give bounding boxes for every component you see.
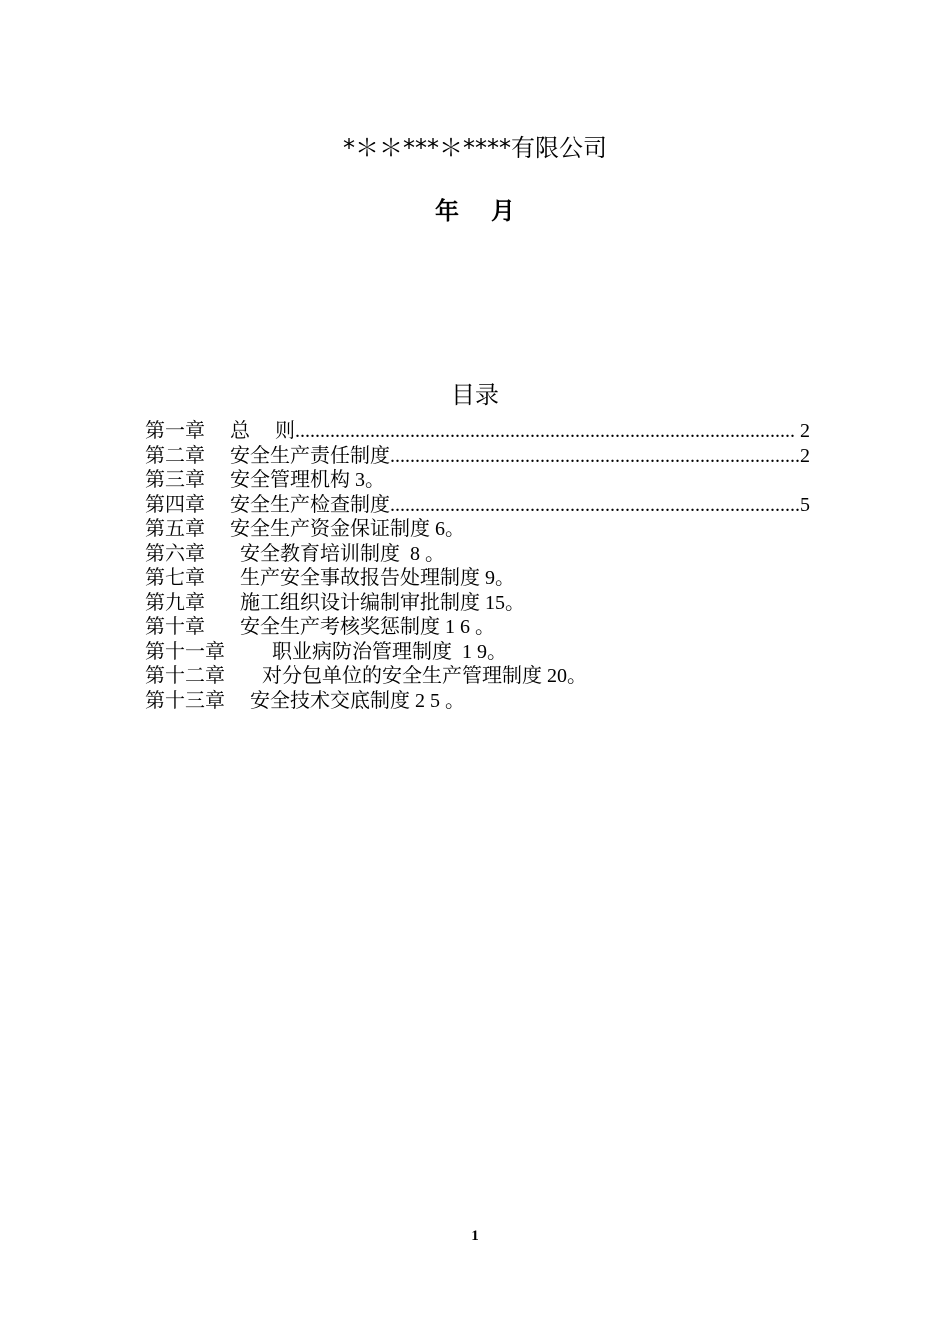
toc-entry[interactable] <box>145 566 810 591</box>
toc-chapter-number: 第十一章 <box>145 640 225 663</box>
toc-chapter-number: 第七章 <box>145 567 205 589</box>
toc-entry[interactable] <box>145 615 810 640</box>
date-line <box>0 194 950 228</box>
toc-entry[interactable] <box>145 640 810 665</box>
toc-page-number: 2 <box>800 444 810 467</box>
table-of-contents <box>145 419 810 713</box>
toc-page-number: 2 <box>795 420 810 442</box>
toc-entry[interactable] <box>145 444 810 469</box>
toc-page-number: 5 <box>800 493 810 516</box>
toc-chapter-title: 生产安全事故报告处理制度 9。 <box>240 567 515 589</box>
toc-chapter-number: 第四章 <box>145 493 205 516</box>
toc-chapter-title: 安全管理机构 3。 <box>230 469 385 491</box>
toc-chapter-number: 第六章 <box>145 542 205 565</box>
toc-chapter-title: 安全生产检查制度 <box>230 493 390 516</box>
toc-chapter-number: 第十二章 <box>145 665 225 687</box>
toc-chapter-title: 安全生产责任制度 <box>230 444 390 467</box>
toc-chapter-title: 施工组织设计编制审批制度 15。 <box>240 591 525 614</box>
date-year: 年 <box>435 197 459 225</box>
toc-leader-dots <box>390 444 800 469</box>
toc-chapter-number: 第一章 <box>145 420 205 442</box>
toc-chapter-number: 第五章 <box>145 518 205 540</box>
toc-chapter-number: 第二章 <box>145 444 205 467</box>
toc-chapter-title: 安全技术交底制度 2 5 。 <box>250 689 465 712</box>
date-month: 月 <box>491 197 515 225</box>
toc-chapter-number: 第十三章 <box>145 689 225 712</box>
toc-entry[interactable] <box>145 419 810 444</box>
toc-chapter-title: 职业病防治管理制度 1 9。 <box>272 640 507 663</box>
toc-chapter-title: 总 则 <box>230 420 295 442</box>
toc-title: 目录 <box>451 381 499 409</box>
toc-chapter-number: 第九章 <box>145 591 205 614</box>
toc-entry[interactable] <box>145 468 810 493</box>
toc-chapter-number: 第三章 <box>145 469 205 491</box>
toc-chapter-title: 安全生产考核奖惩制度 1 6 。 <box>240 616 495 638</box>
toc-leader-dots <box>295 419 795 444</box>
toc-chapter-title: 安全教育培训制度 8 。 <box>240 542 445 565</box>
toc-chapter-title: 对分包单位的安全生产管理制度 20。 <box>262 665 587 687</box>
toc-entry[interactable] <box>145 664 810 689</box>
toc-chapter-title: 安全生产资金保证制度 6。 <box>230 518 465 540</box>
toc-entry[interactable] <box>145 493 810 518</box>
toc-entry[interactable] <box>145 542 810 567</box>
page-number: 1 <box>471 1228 479 1244</box>
toc-entry[interactable] <box>145 517 810 542</box>
toc-entry[interactable] <box>145 591 810 616</box>
toc-leader-dots <box>390 493 800 518</box>
toc-entry[interactable] <box>145 689 810 714</box>
company-title: *＊＊***＊****有限公司 <box>343 134 607 162</box>
toc-chapter-number: 第十章 <box>145 616 205 638</box>
